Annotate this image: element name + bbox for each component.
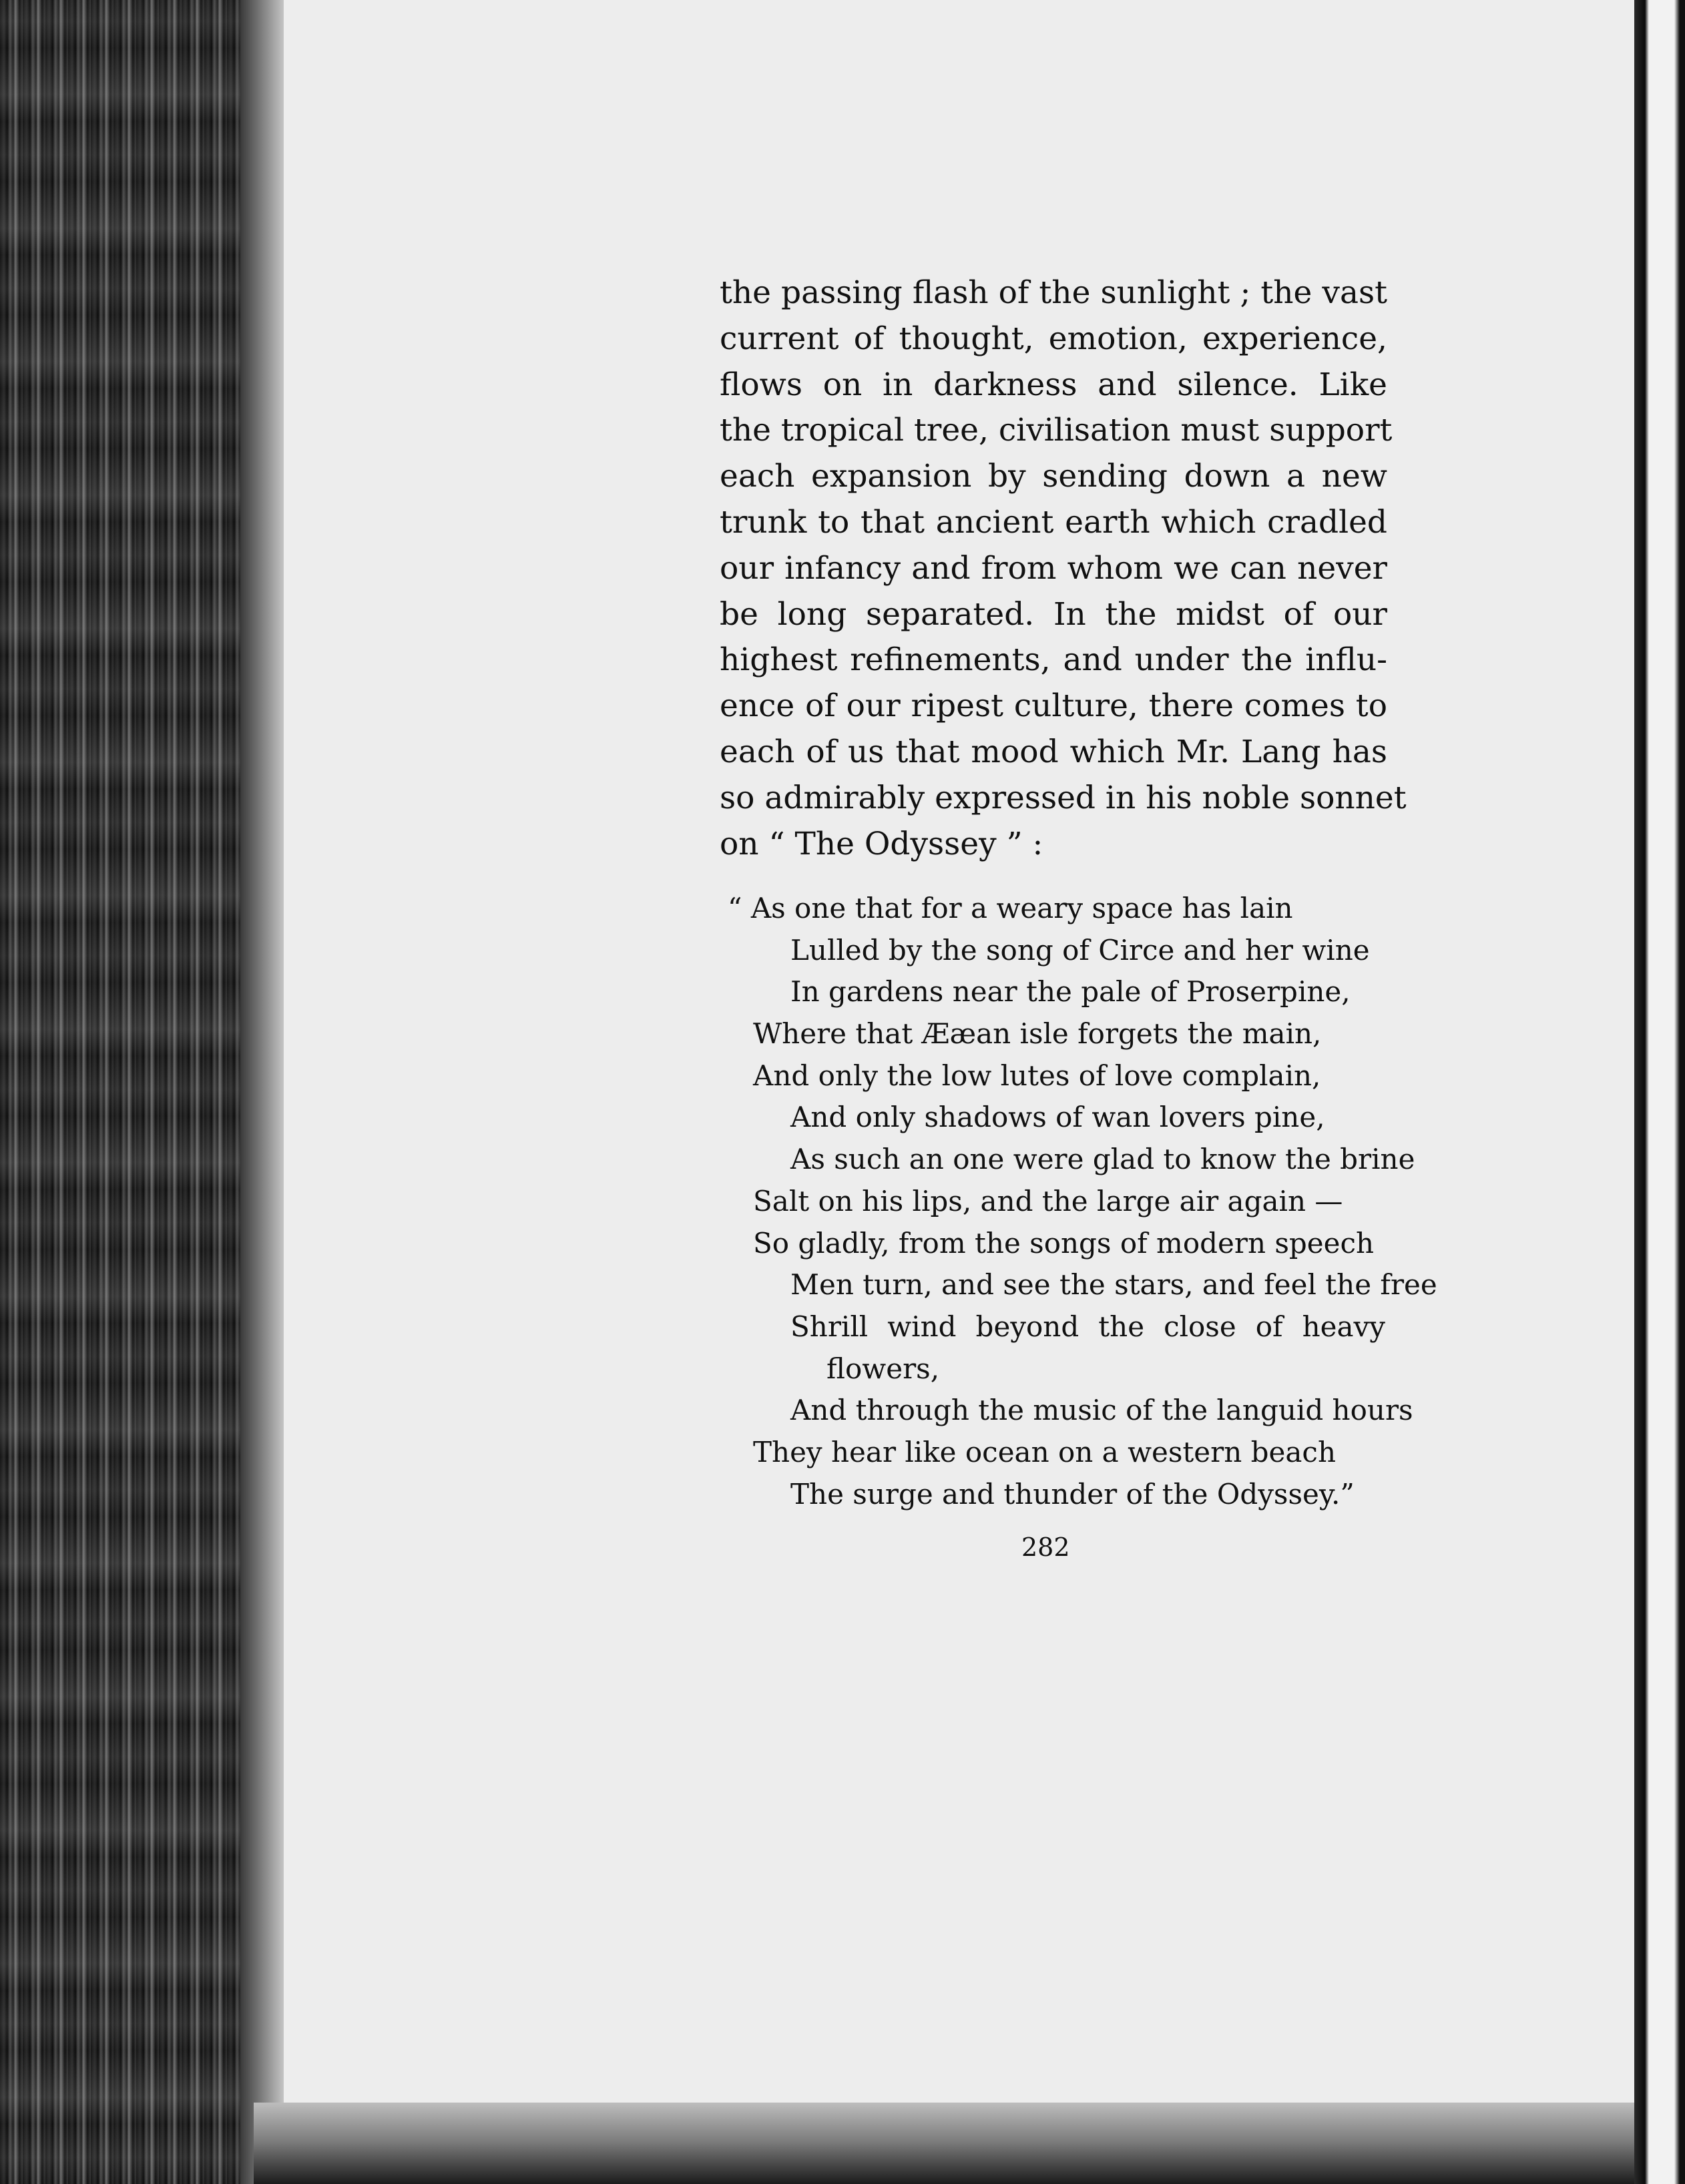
paragraph-line: each of us that mood which Mr. Lang has	[720, 733, 1387, 770]
right-page-edge	[1634, 0, 1685, 2184]
paragraph-line: highest refinements, and under the influ-	[720, 641, 1387, 679]
poem-line: Lulled by the song of Circe and her wine	[790, 933, 1370, 967]
paragraph-line: trunk to that ancient earth which cradled	[720, 503, 1387, 541]
poem-line: In gardens near the pale of Proserpine,	[790, 975, 1351, 1009]
poem-line: “ As one that for a weary space has lain	[728, 892, 1293, 924]
poem-line: As such an one were glad to know the brine	[790, 1143, 1415, 1176]
paragraph-line: the tropical tree, civilisation must support	[720, 412, 1393, 449]
body-paragraph	[720, 270, 1407, 867]
paragraph-line: our infancy and from whom we can never	[720, 549, 1387, 587]
paragraph-line: each expansion by sending down a new	[720, 458, 1387, 495]
poem-line: Salt on his lips, and the large air again —	[753, 1184, 1343, 1217]
poem-line: And only shadows of wan lovers pine,	[790, 1101, 1325, 1134]
page-number: 282	[1021, 1533, 1070, 1562]
poem-line: And only the low lutes of love complain,	[753, 1059, 1321, 1092]
poem-line: So gladly, from the songs of modern speech	[753, 1226, 1375, 1260]
poem-line: They hear like ocean on a western beach	[753, 1435, 1336, 1468]
poem-line: Men turn, and see the stars, and feel the free	[790, 1268, 1437, 1302]
paragraph-line: current of thought, emotion, experience,	[720, 320, 1387, 357]
paragraph-line: be long separated. In the midst of our	[720, 595, 1387, 633]
poem-line: And through the music of the languid hours	[790, 1394, 1413, 1427]
poem-line: Where that Ææan isle forgets the main,	[753, 1017, 1322, 1051]
paragraph-line: flows on in darkness and silence. Like	[720, 366, 1387, 403]
poem-line: Shrill wind beyond the close of heavy	[790, 1310, 1385, 1343]
page-edge-stack	[0, 0, 280, 2184]
paragraph-line: so admirably expressed in his noble sonnet	[720, 779, 1407, 816]
paragraph-line: on “ The Odyssey ” :	[720, 825, 1043, 862]
gutter-shadow	[240, 0, 287, 2184]
page-bottom-edge	[254, 2103, 1685, 2184]
poem-line: flowers,	[826, 1352, 940, 1385]
paragraph-line: ence of our ripest culture, there comes to	[720, 688, 1387, 725]
poem-line: The surge and thunder of the Odyssey.”	[790, 1477, 1355, 1511]
paragraph-line: the passing flash of the sunlight ; the vast	[720, 274, 1387, 311]
sonnet-quotation	[728, 888, 1437, 1515]
